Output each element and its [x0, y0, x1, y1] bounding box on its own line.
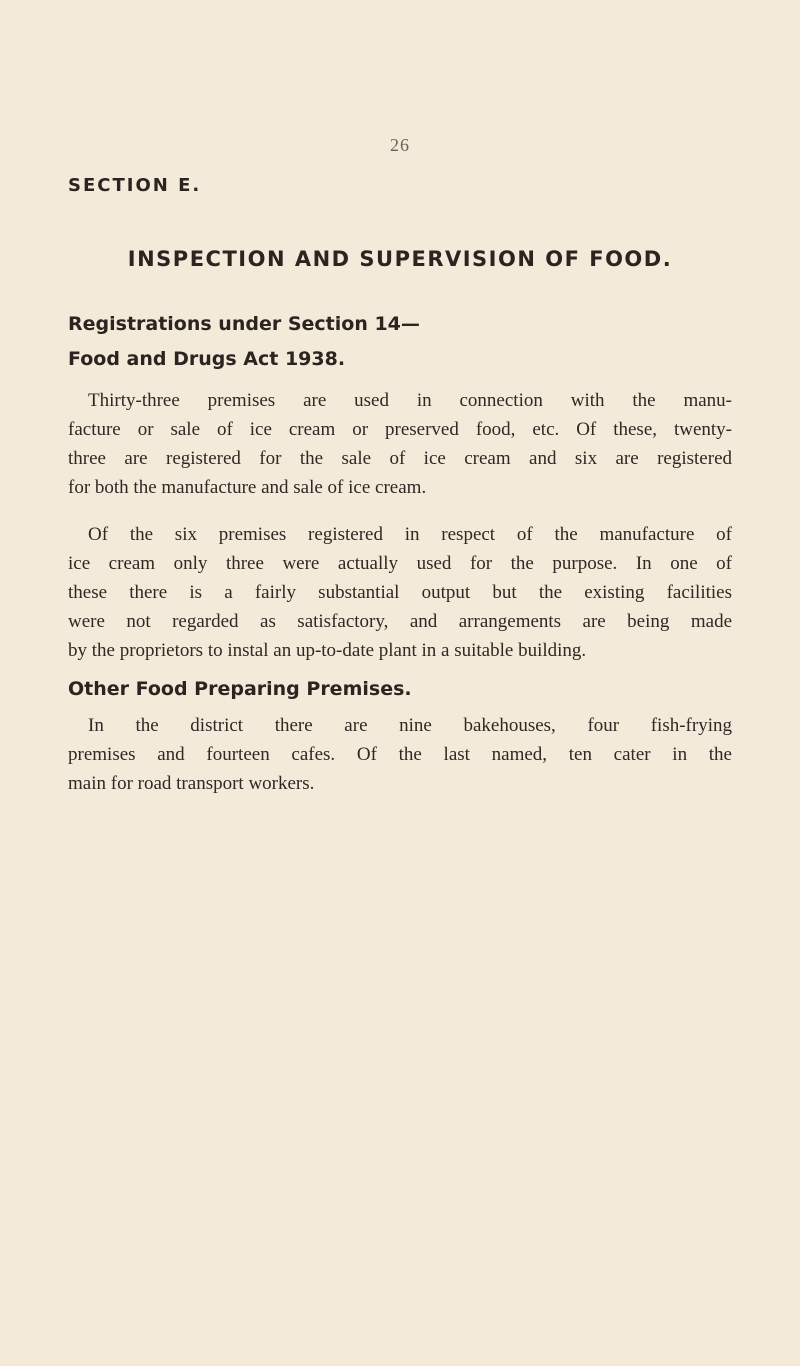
other-premises-heading: Other Food Preparing Premises.	[68, 678, 412, 700]
paragraph-line: facture or sale of ice cream or preserved food, etc. Of these, twenty-	[68, 419, 732, 440]
act-heading: Food and Drugs Act 1938.	[68, 348, 346, 370]
paragraph-line: these there is a fairly substantial output but the existing facilities	[68, 582, 732, 603]
page-number: 26	[390, 135, 410, 155]
paragraph-other-premises	[68, 711, 732, 798]
paragraph-registrations	[68, 386, 732, 502]
registrations-heading: Registrations under Section 14—	[68, 313, 420, 335]
paragraph-line: ice cream only three were actually used for the purpose. In one of	[68, 553, 732, 574]
paragraph-line: Of the six premises registered in respect of the manufacture of	[88, 524, 732, 545]
paragraph-manufacture	[68, 520, 732, 665]
paragraph-line: by the proprietors to instal an up-to-date plant in a suitable building.	[68, 640, 587, 661]
paragraph-line: for both the manufacture and sale of ice cream.	[68, 477, 427, 498]
section-label: SECTION E.	[68, 175, 202, 196]
paragraph-line: were not regarded as satisfactory, and arrangements are being made	[68, 611, 732, 632]
paragraph-line: main for road transport workers.	[68, 773, 315, 794]
main-heading: INSPECTION AND SUPERVISION OF FOOD.	[127, 247, 673, 271]
paragraph-line: premises and fourteen cafes. Of the last named, ten cater in the	[68, 744, 732, 765]
paragraph-line: In the district there are nine bakehouses, four fish-frying	[88, 715, 732, 736]
paragraph-line: Thirty-three premises are used in connection with the manu-	[88, 390, 732, 411]
paragraph-line: three are registered for the sale of ice cream and six are registered	[68, 448, 732, 469]
